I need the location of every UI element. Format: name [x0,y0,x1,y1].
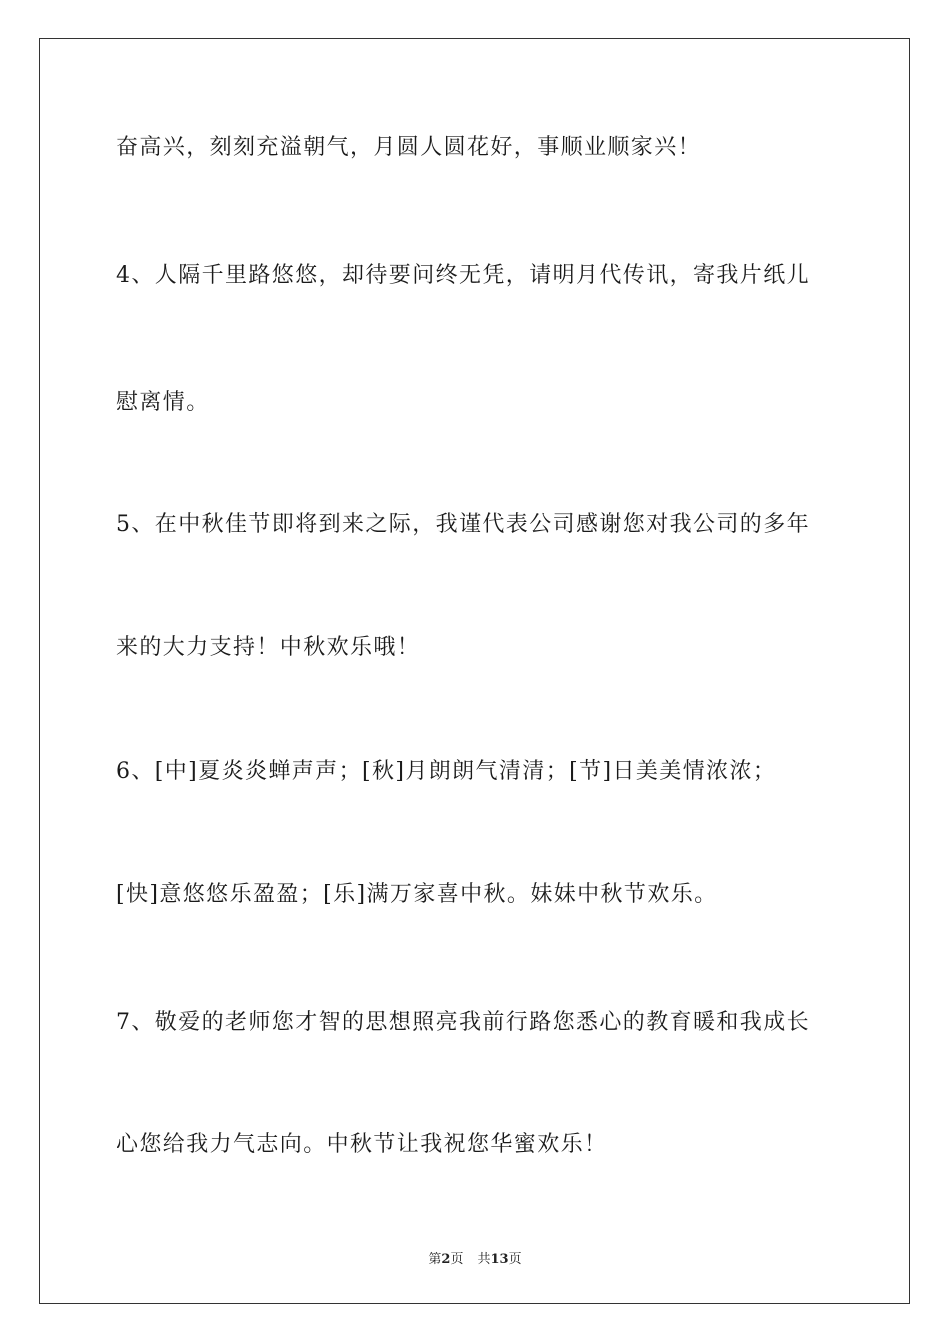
text-line: 慰离情。 [116,390,210,415]
text-line: 4、人隔千里路悠悠，却待要问终无凭，请明月代传讯，寄我片纸儿 [116,263,810,288]
text-line: 5、在中秋佳节即将到来之际，我谨代表公司感谢您对我公司的多年 [116,512,810,537]
text-line: 6、[中]夏炎炎蝉声声；[秋]月朗朗气清清；[节]日美美情浓浓； [116,759,777,784]
page-suffix: 页 [450,1252,464,1267]
page-footer [0,1248,950,1267]
page-number: 2 [441,1252,451,1267]
text-line: 7、敬爱的老师您才智的思想照亮我前行路您悉心的教育暖和我成长 [116,1010,810,1035]
total-suffix: 页 [508,1252,522,1267]
text-line: 来的大力支持！中秋欢乐哦！ [116,635,421,660]
total-pages: 13 [490,1252,509,1267]
text-line: 心您给我力气志向。中秋节让我祝您华蜜欢乐！ [116,1132,608,1157]
text-line: [快]意悠悠乐盈盈；[乐]满万家喜中秋。妹妹中秋节欢乐。 [116,882,718,907]
total-prefix: 共 [477,1252,491,1267]
page-prefix: 第 [428,1252,442,1267]
text-line: 奋高兴，刻刻充溢朝气，月圆人圆花好，事顺业顺家兴！ [116,135,702,160]
page-border [39,38,910,1304]
